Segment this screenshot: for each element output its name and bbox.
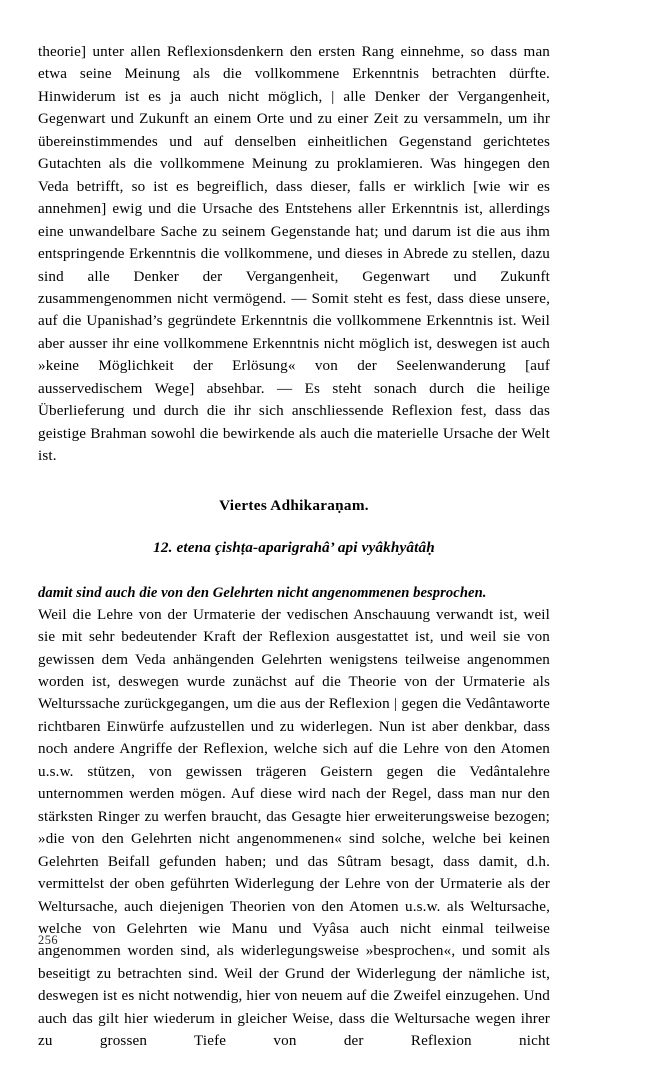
sutra-translation: damit sind auch die von den Gelehrten nicht angenommenen besprochen. bbox=[38, 584, 487, 601]
page-number: 256 bbox=[38, 933, 59, 947]
sutra-line: 12. etena çishṭa-aparigrahâ’ api vyâkhyâtâḥ bbox=[153, 538, 435, 556]
commentary-paragraph: Weil die Lehre von der Urmaterie der vedischen Anschauung verwandt ist, weil sie mit sehr bedeutender Kraft der Reflexion ausgestattet ist, und weil sie von gewissen dem Veda anhängenden Gelehrten wenigstens teilweise angenommen worden ist, deswegen wurde zunächst auf die Theorie von der Urmaterie als Welturssache zurückgegangen, um die aus der Reflexion | gegen die Vedântaworte richtbaren Einwürfe aufzustellen und zu widerlegen. Nun ist aber denkbar, dass noch andere Angriffe der Reflexion, welche sich auf die Lehre von den Atomen u.s.w. stützen, von gewissen trägeren Geistern gegen die Vedântalehre unternommen werden mögen. Auf diese wird nach der Regel, dass man nur den stärksten Ringer zu werfen braucht, das Gesagte hier erweiterungsweise bezogen; »die von den Gelehrten nicht angenommenen« sind solche, welche bei keinen Gelehrten Beifall gefunden haben; und das Sûtram besagt, dass damit, d.h. vermittelst der oben geführten Widerlegung der Lehre von der Urmaterie als der Weltursache, auch diejenigen Theorien von den Atomen u.s.w. als Weltursache, welche von Gelehrten wie Manu und Vyâsa auch nicht einmal teilweise angenommen worden sind, als widerlegungsweise »besprochen«, und somit als beseitigt zu betrachten sind. Weil der Grund der Widerlegung der nämliche ist, deswegen ist es nicht notwendig, hier von neuem auf die Zweifel einzugehen. Und auch das gilt hier wiederum in gleicher Weise, dass die Weltursache wegen ihrer zu grossen Tiefe von der Reflexion nicht bbox=[38, 606, 550, 1050]
paragraph-continued: theorie] unter allen Reflexionsdenkern den ersten Rang einnehme, so dass man etwa seine Meinung als die vollkommene Erkenntnis betrachten dürfte. Hinwiderum ist es ja auch nicht möglich, | alle Denker der Vergangenheit, Gegenwart und Zukunft an einem Orte und zu einer Zeit zu versammeln, um ihr übereinstimmendes und auf denselben einheitlichen Gegenstand gerichtetes Gutachten als die vollkommene Meinung zu proklamieren. Was hingegen den Veda betrifft, so ist es begreiflich, dass dieser, falls er wirklich [wie wir es annehmen] ewig und die Ursache des Entstehens aller Erkenntnis ist, allerdings eine unwandelbare Sache zu seinem Gegenstande hat; und darum ist die aus ihm entspringende Erkenntnis die vollkommene, und dieses in Abrede zu stellen, dazu sind alle Denker der Vergangenheit, Gegenwart und Zukunft zusammengenommen nicht vermögend. — Somit steht es fest, dass diese unsere, auf die Upanishad’s gegründete Erkenntnis die vollkommene Erkenntnis ist. Weil aber ausser ihr eine vollkommene Erkenntnis nicht möglich ist, deswegen ist auch »keine Möglichkeit der Erlösung« von der Seelenwanderung [auf ausservedischem Wege] absehbar. — Es steht sonach durch die heilige Überlieferung und durch die ihr sich anschliessende Reflexion fest, dass das geistige Brahman sowohl die bewirkende als auch die materielle Ursache der Welt ist. bbox=[38, 44, 550, 465]
section-heading: Viertes Adhikaraṇam. bbox=[219, 496, 369, 514]
page-text-column bbox=[38, 41, 550, 1075]
adhikaranam-section-header bbox=[38, 495, 550, 604]
